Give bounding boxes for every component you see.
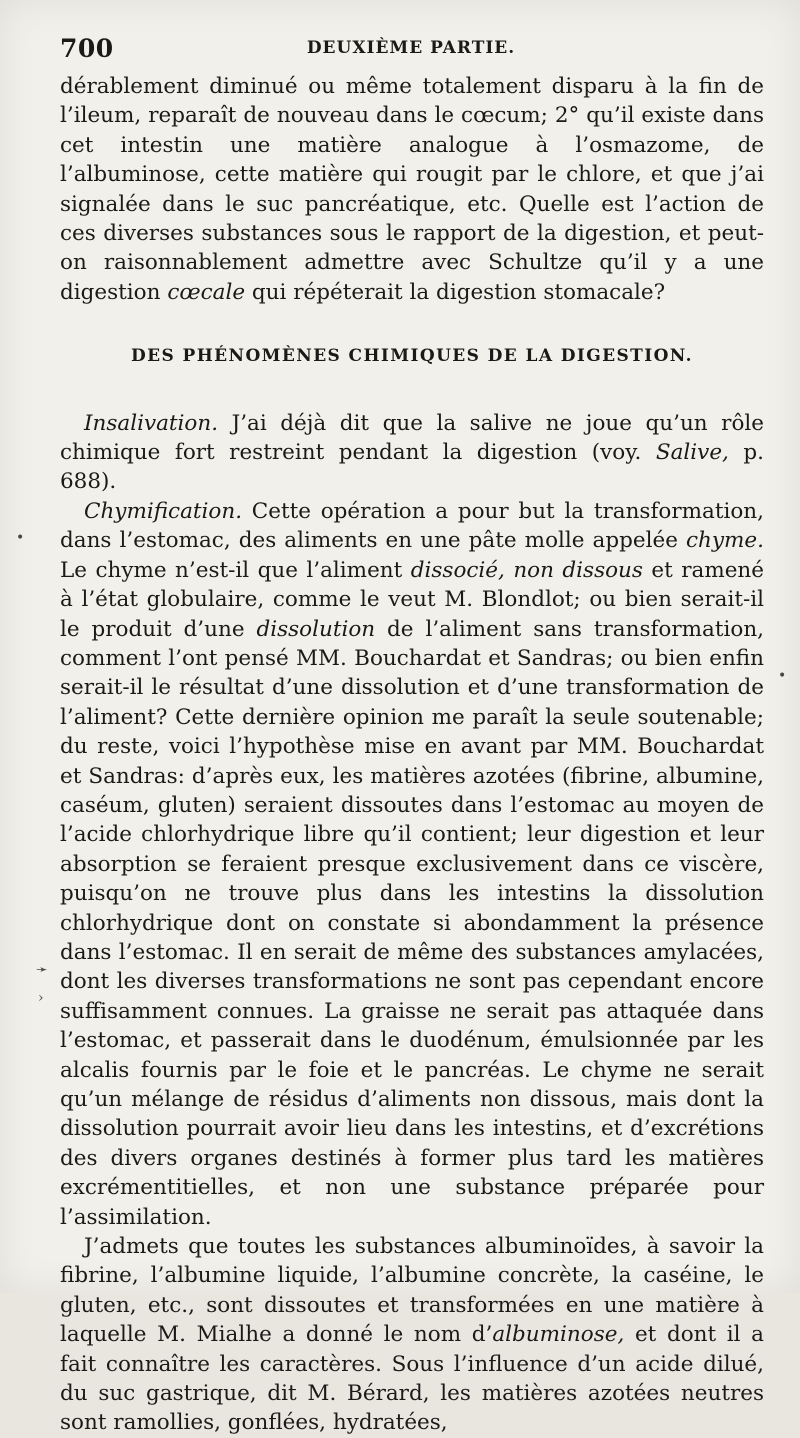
part-title: DEUXIÈME PARTIE. (306, 38, 516, 58)
section-heading: DES PHÉNOMÈNES CHIMIQUES DE LA DIGESTION. (131, 346, 693, 367)
paragraph-insalivation: Insalivation. J’ai déjà dit que la salive ne joue qu’un rôle chimique fort restreint pendant la digestion (voy. Salive, p. 688). (60, 410, 764, 495)
margin-tick-mark: › (38, 990, 44, 1006)
paragraph-chymification: Chymification. Cette opération a pour but la transformation, dans l’estomac, des aliments en une pâte molle appelée chyme. Le chyme n’est-il que l’aliment dissocié, non dissous et ramené à l’état globulaire, comme le veut M. Blondlot; ou bien serait-il le produit d’une dissolution de l’aliment sans transformation, comment l’ont pensé MM. Bouchardat et Sandras; ou bien enfin serait-il le résultat d’une dissolution et d’une transformation de l’aliment? Cette dernière opinion me paraît la seule soutenable; du reste, voici l’hypothèse mise en avant par MM. Bouchardat et Sandras: d’après eux, les matières azotées (fibrine, albumine, caséum, gluten) seraient dissoutes dans l’estomac au moyen de l’acide chlorhydrique libre qu’il contient; leur digestion et leur absorption se feraient presque exclusivement dans ce viscère, puisqu’on ne trouve plus dans les intestins la dissolution chlorhydrique dont on constate si abondamment la présence dans l’estomac. Il en serait de même des substances amylacées, dont les diverses transformations ne sont pas cependant encore suffisamment connues. La graisse ne serait pas attaquée dans l’estomac, et passerait dans le duodénum, émulsionnée par les alcalis fournis par le foie et le pancréas. Le chyme ne serait qu’un mélange de résidus d’aliments non dissous, mais dont la dissolution pourrait avoir lieu dans les intestins, et d’excrétions des divers organes destinés à former plus tard les matières excrémentitielles, et non une substance préparée pour l’assimilation. (60, 498, 765, 1230)
term-albuminose: albuminose, (492, 1322, 625, 1348)
margin-dot-mark: • (778, 668, 787, 684)
paragraph-albuminose: J’admets que toutes les substances albuminoïdes, à savoir la fibrine, l’albumine liquide, l’albumine concrète, la caséine, le gluten, etc., sont dissoutes et transformées en une matière à laquelle M. Mialhe a donné le nom d’albuminose, et dont il a fait connaître les caractères. Sous l’influence d’un acide dilué, du suc gastrique, dit M. Bérard, les matières azotées neutres sont ramollies, gonflées, hydratées, (60, 1234, 765, 1436)
reference-salive: Salive, (655, 440, 729, 466)
running-head (58, 34, 764, 62)
term-insalivation: Insalivation. (84, 410, 219, 436)
term-chymification: Chymification. (84, 498, 243, 524)
page-number: 700 (60, 34, 114, 63)
paragraph-continued: dérablement diminué ou même totalement disparu à la fin de l’ileum, reparaît de nouveau dans le cœcum; 2° qu’il existe dans cet intestin une matière analogue à l’osmazome, de l’albuminose, cette matière qui rougit par le chlore, et que j’ai signalée dans le suc pancréatique, etc. Quelle est l’action de ces diverses substances sous le rapport de la digestion, et peut-on raisonnablement admettre avec Schultze qu’il y a une digestion cœcale qui répéterait la digestion stomacale? (60, 74, 764, 305)
body-text (60, 72, 764, 1438)
margin-dot-mark: • (16, 530, 25, 546)
margin-arrow-mark: ➛ (36, 962, 48, 978)
